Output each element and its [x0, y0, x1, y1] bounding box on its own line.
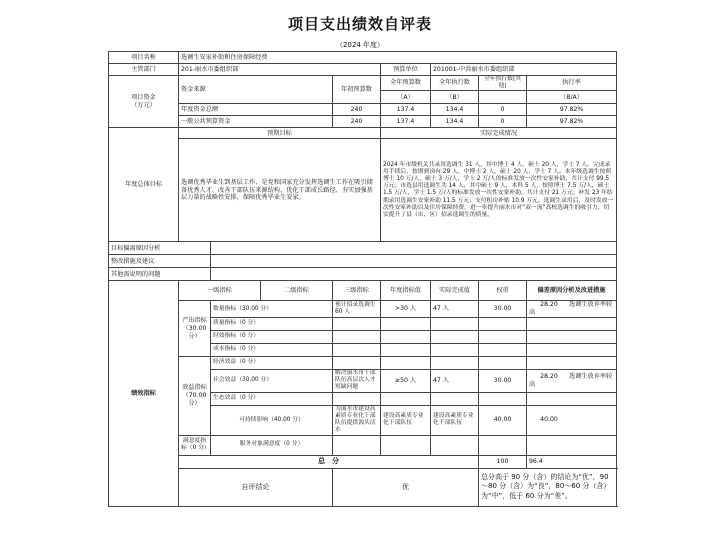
- goals-actual-header: 实际完成情况: [381, 128, 617, 139]
- perf-target-cell: [381, 356, 431, 369]
- perf-target-cell: [381, 435, 431, 455]
- deviation-reason-value: [211, 242, 617, 255]
- funds-full-budget-header: 全年预算数: [381, 76, 431, 91]
- perf-l2-cell: 可持续影响（40.00 分）: [211, 405, 333, 435]
- funds-source-header: 资金来源: [179, 76, 333, 104]
- perf-l3-cell: 为丽水市建设高素质专业化干部队伍提供源头活水: [333, 405, 381, 435]
- funds-row-source: 年度资金总额: [179, 104, 333, 116]
- perf-reason-cell: 选调生放弃率较高: [529, 301, 613, 317]
- funds-other-header: 全年执行数(其他): [479, 76, 527, 91]
- perf-target-cell: [381, 343, 431, 356]
- perf-l2-cell: 质量指标（0 分）: [211, 317, 333, 330]
- funds-row-initial: 240: [333, 104, 381, 116]
- perf-actual-cell: 47 人: [431, 301, 479, 318]
- perf-l3-cell: 预计招录选调生 60 人: [333, 301, 381, 318]
- perf-target-cell: [381, 330, 431, 343]
- perf-actual-cell: 建设高素质专业化干部队伍: [431, 405, 479, 435]
- perf-reason-header: [527, 281, 617, 301]
- funds-row: [109, 104, 617, 116]
- perf-weight-cell: [479, 343, 527, 356]
- unit-value: 201001-中共丽水市委组织部: [431, 64, 617, 76]
- funds-row-rate: 97.82%: [527, 104, 617, 116]
- funds-row: [109, 116, 617, 128]
- perf-target-cell: ≥50 人: [381, 369, 431, 392]
- perf-actual-cell: [431, 330, 479, 343]
- perf-l3-cell: [333, 356, 381, 369]
- perf-actual-cell: [431, 435, 479, 455]
- funds-row-other: 0: [479, 116, 527, 128]
- perf-l2-cell: 成本指标（0 分）: [211, 343, 333, 356]
- evaluation-table: [108, 51, 617, 507]
- funds-rate-header: 执行率: [527, 76, 617, 91]
- funds-other-code: [479, 91, 527, 104]
- perf-weight-cell: 30.00: [479, 301, 527, 318]
- perf-target-cell: [381, 392, 431, 405]
- perf-l3-cell: [333, 317, 381, 330]
- funds-row-executed: 134.4: [431, 116, 479, 128]
- funds-row-initial: 240: [333, 116, 381, 128]
- goals-actual-text: 2024 年市级机关共录用选调生 31 人，其中博士 4 人，硕士 20 人，学士 7 人。完成录用手续后，按期到岗有 29 人，中博士 2 人，硕士 20 人，学士 7 人。本年级选调生按照博士 10 万/人，硕士 3 万/人，学士 2 万/人的标准发放一次性安家补助，共计支付 99.5 万元；市选县用选调生共 14 人，其中硕士 9 人，本科 5 人，按照博士 7.5 万/人，硕士 1.5 万/人，学士 1.5 万/人的标准发放一次性安家补助，共计支付 21 万元；补发 23 年结期录用选调生安家补助 11.5 万元；支付租房补贴 10.9 万元。选调生录用后，及时发放一次性安家补助以及住房保障经费，进一步提升丽水市对“双一流”高校选调生的吸引力，切实提升了县（市、区）招录选调生的质量。: [381, 139, 617, 242]
- perf-actual-cell: 47 人: [431, 369, 479, 392]
- perf-score-reason-cell: [527, 356, 617, 369]
- perf-l3-cell: [333, 435, 381, 455]
- report-year: （2024 年度）: [335, 41, 385, 49]
- output-label: 产出指标 （30.00 分）: [179, 301, 211, 357]
- perf-weight-cell: [479, 435, 527, 455]
- perf-reason-header-text: 偏差原因分析及改进措施: [537, 287, 606, 295]
- funds-label: 项目资金 （万元）: [109, 76, 179, 128]
- funds-full-budget-code: （A）: [381, 91, 431, 104]
- total-weight: 100: [479, 455, 527, 468]
- perf-actual-header: 实际完成值: [431, 281, 479, 301]
- funds-row-source: 一般公共预算资金: [179, 116, 333, 128]
- project-name: 选调生安家补助和住房保障经费: [179, 52, 617, 64]
- perf-weight-cell: [479, 317, 527, 330]
- satisfaction-label: 满意度指标（0 分）: [179, 435, 211, 455]
- perf-l2-cell: 服务对象满意度（0 分）: [211, 435, 333, 455]
- funds-row-rate: 97.82%: [527, 116, 617, 128]
- perf-score-reason-cell: [527, 343, 617, 356]
- perf-label: 绩效指标: [109, 281, 179, 506]
- perf-score-reason-cell: [527, 369, 617, 392]
- total-label: 总 分: [179, 455, 479, 468]
- perf-l2-cell: 时效指标（0 分）: [211, 330, 333, 343]
- perf-l3-cell: 解决丽水市干部队伍高层次人才短缺问题: [333, 369, 381, 392]
- other-notes-value: [211, 268, 617, 281]
- perf-l2-cell: 生态效益（0 分）: [211, 392, 333, 405]
- goals-label: 年度总体目标: [109, 128, 179, 242]
- project-name-label: 项目名称: [109, 52, 179, 64]
- perf-actual-cell: [431, 392, 479, 405]
- perf-weight-cell: 40.00: [479, 405, 527, 435]
- perf-target-cell: [381, 317, 431, 330]
- perf-actual-cell: [431, 356, 479, 369]
- perf-actual-cell: [431, 317, 479, 330]
- perf-row: [109, 301, 617, 318]
- rectification-value: [211, 255, 617, 268]
- perf-actual-cell: [431, 343, 479, 356]
- rectification-label: 整改措施及建议: [109, 255, 211, 268]
- perf-weight-cell: 30.00: [479, 369, 527, 392]
- total-score: 96.4: [527, 455, 617, 468]
- perf-score-cell: 28.20: [540, 301, 558, 309]
- perf-l3-header: 三级指标: [333, 281, 381, 301]
- perf-score-cell: 40.00: [540, 416, 558, 424]
- perf-l2-cell: 社会效益（30.00 分）: [211, 369, 333, 392]
- perf-weight-cell: [479, 392, 527, 405]
- perf-weight-cell: [479, 330, 527, 343]
- dept-value: 201-丽水市委组织部: [179, 64, 381, 76]
- perf-l2-cell: 经济效益（0 分）: [211, 356, 333, 369]
- deviation-reason-label: 目标偏离原因分析: [109, 242, 211, 255]
- perf-l2-header: 二级指标: [261, 281, 333, 301]
- perf-l3-cell: [333, 392, 381, 405]
- perf-weight-cell: [479, 356, 527, 369]
- funds-row-full-budget: 137.4: [381, 104, 431, 116]
- perf-target-cell: >30 人: [381, 301, 431, 318]
- unit-label: 预算单位: [381, 64, 431, 76]
- perf-score-reason-cell: [527, 405, 617, 435]
- perf-score-cell: 28.20: [540, 373, 558, 381]
- conclusion-label: 自评结论: [179, 468, 333, 506]
- funds-initial-header: 年初预算数: [333, 76, 381, 104]
- perf-l3-cell: [333, 330, 381, 343]
- perf-score-reason-cell: [527, 392, 617, 405]
- perf-target-cell: 建设高素质专业化干部队伍: [381, 405, 431, 435]
- benefit-label: 效益指标 （70.00 分）: [179, 356, 211, 435]
- goals-expected-header: 预期目标: [179, 128, 381, 139]
- page-title: 项目支出绩效自评表: [287, 15, 432, 33]
- perf-target-header: 年度指标值: [381, 281, 431, 301]
- perf-l2-cell: 数量指标（30.00 分）: [211, 301, 333, 318]
- perf-score-reason-cell: [527, 317, 617, 330]
- perf-row: [109, 435, 617, 455]
- perf-score-reason-cell: [527, 435, 617, 455]
- funds-executed-code: （B）: [431, 91, 479, 104]
- funds-rate-code: （B/A）: [527, 91, 617, 104]
- funds-row-full-budget: 137.4: [381, 116, 431, 128]
- funds-executed-header: 全年执行数: [431, 76, 479, 91]
- perf-l1-header: 一级指标: [179, 281, 261, 301]
- conclusion-rule: 总分高于 90 分（含）的结论为“优”，90～80 分（含）为“良”，80～60 分（含）为“中”，低于 60 分为“差”。: [479, 468, 617, 506]
- perf-row: [109, 356, 617, 369]
- funds-row-other: 0: [479, 104, 527, 116]
- perf-reason-cell: 选调生放弃率较高: [529, 373, 613, 388]
- perf-score-reason-cell: [527, 330, 617, 343]
- goals-expected-text: 选调优秀毕业生到基层工作，是党和国家充分发挥选调生工作在吸引储备优秀人才、改善干部队伍来源结构、优化干部成长路径、夯实加强基层力量的战略性安排，保障优秀毕业生安家。: [179, 139, 381, 242]
- funds-row-executed: 134.4: [431, 104, 479, 116]
- perf-weight-header: 权重: [479, 281, 527, 301]
- other-notes-label: 其他需说明的问题: [109, 268, 211, 281]
- dept-label: 主管部门: [109, 64, 179, 76]
- conclusion-grade: 优: [333, 468, 479, 506]
- perf-l3-cell: [333, 343, 381, 356]
- perf-score-reason-cell: [527, 301, 617, 318]
